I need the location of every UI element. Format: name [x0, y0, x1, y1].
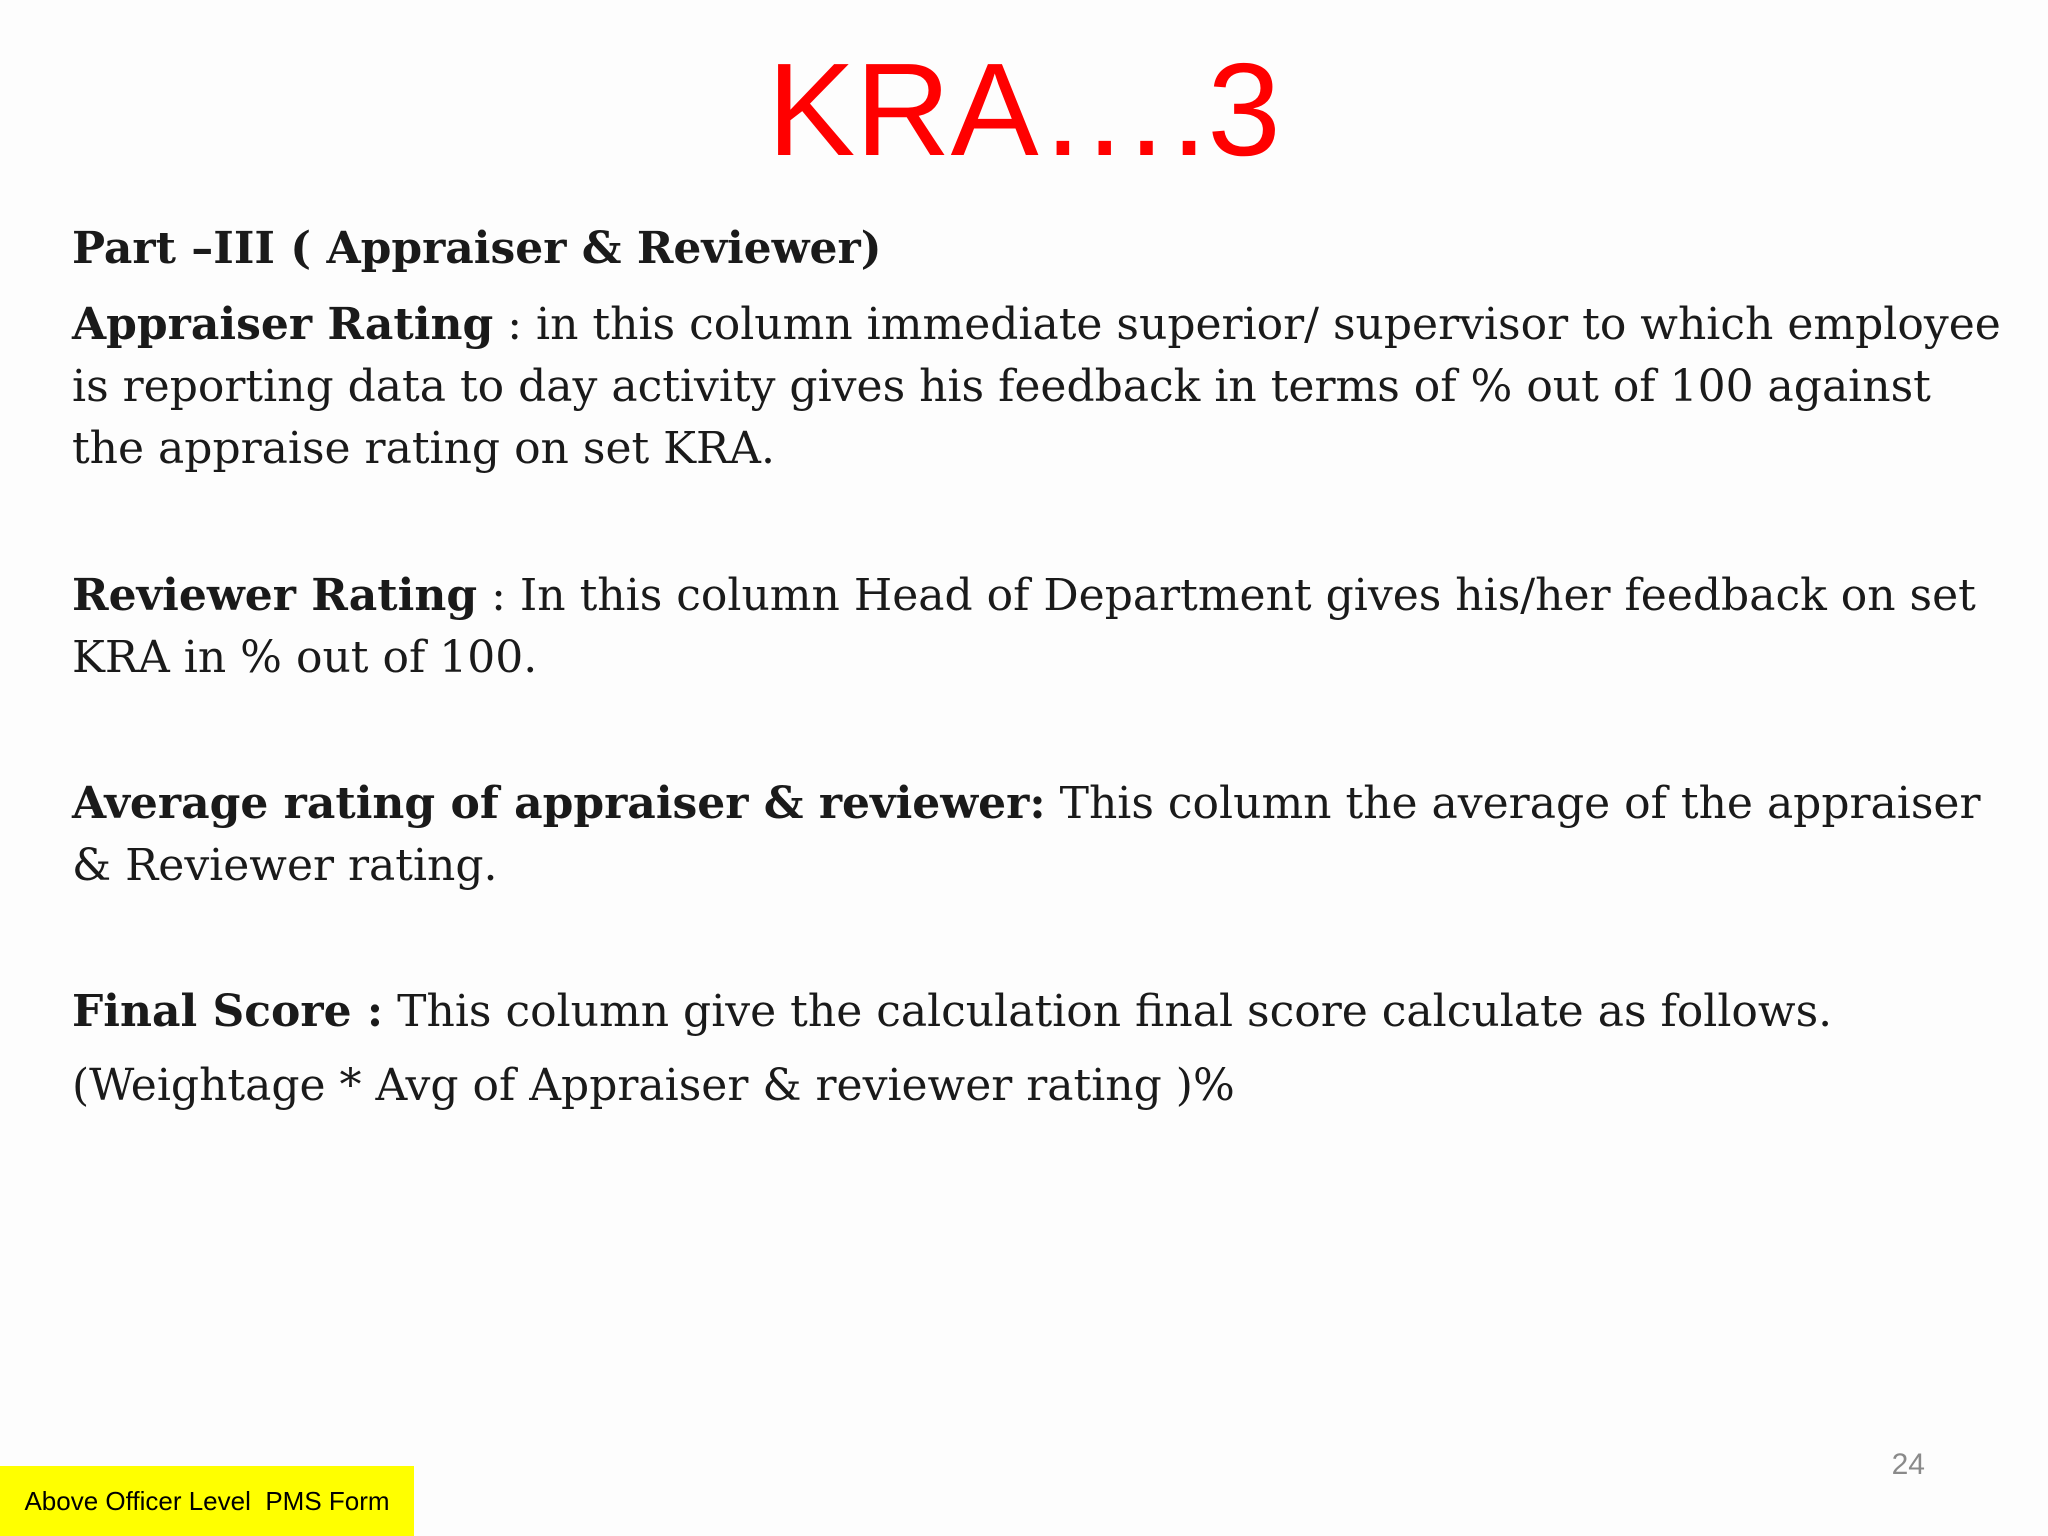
page-number: 24: [1891, 1448, 1925, 1481]
appraiser-rating-term: Appraiser Rating: [72, 299, 494, 350]
average-rating-separator: [1046, 778, 1060, 829]
final-score-formula: (Weightage * Avg of Appraiser & reviewer rating )%: [72, 1060, 1235, 1111]
footer-label-badge: Above Officer Level PMS Form: [0, 1466, 414, 1536]
slide-title: KRA….3: [767, 36, 1281, 183]
average-rating-paragraph: [72, 773, 2002, 897]
reviewer-rating-paragraph: [72, 565, 2002, 689]
appraiser-rating-paragraph: [72, 294, 2002, 480]
average-rating-term: Average rating of appraiser & reviewer:: [72, 778, 1046, 829]
reviewer-rating-term: Reviewer Rating: [72, 570, 478, 621]
final-score-description: This column give the calculation final score calculate as follows.: [397, 986, 1833, 1037]
appraiser-rating-description: in this column immediate superior/ supervisor to which employee is reporting data to day activity gives his feedback in terms of % out of 100 against the appraise rating on set KRA.: [72, 299, 2001, 474]
section-heading: Part –III ( Appraiser & Reviewer): [72, 223, 882, 274]
appraiser-rating-separator: :: [493, 299, 537, 350]
reviewer-rating-separator: :: [477, 570, 520, 621]
reviewer-rating-description: In this column Head of Department gives his/her feedback on set KRA in % out of 100.: [72, 570, 1976, 683]
final-score-separator: [383, 986, 397, 1037]
final-score-paragraph: [72, 981, 2002, 1043]
final-score-term: Final Score :: [72, 986, 384, 1037]
average-rating-description: This column the average of the appraiser & Reviewer rating.: [72, 778, 1981, 891]
